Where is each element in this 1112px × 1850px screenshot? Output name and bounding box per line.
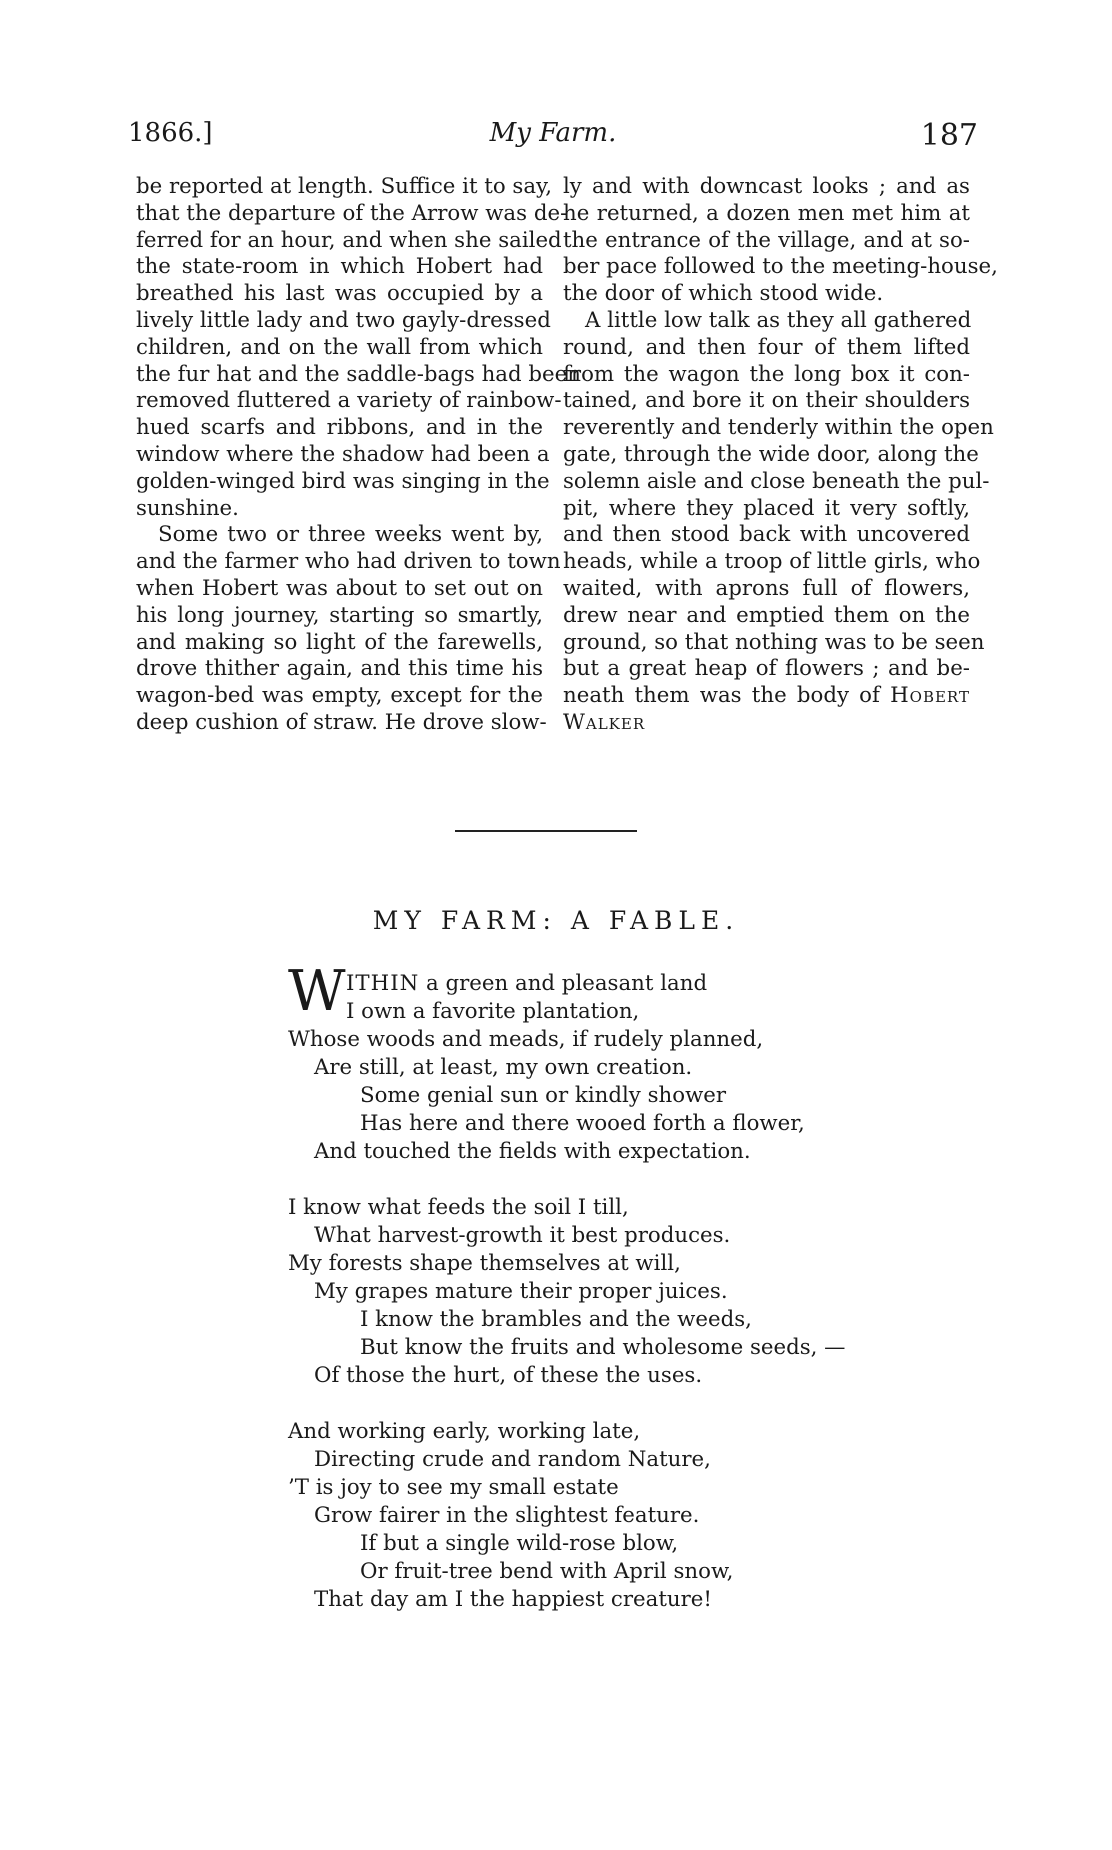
name-hobert: Hobert — [890, 683, 970, 709]
prose-line: A little low talk as they all gathered — [585, 307, 972, 333]
section-divider — [455, 830, 637, 832]
prose-line: pit, where they placed it very softly, — [563, 495, 970, 521]
prose-line: round, and then four of them lifted — [563, 334, 970, 360]
prose-line-text: neath them was the body of — [563, 683, 880, 709]
prose-line: tained, and bore it on their shoulders — [563, 388, 970, 414]
prose-line — [563, 683, 970, 710]
prose-line: breathed his last was occupied by a — [136, 281, 543, 307]
header-title: My Farm. — [489, 118, 617, 148]
poem-line: Directing crude and random Nature, — [314, 1447, 711, 1472]
prose-line: but a great heap of flowers ; and be- — [563, 656, 970, 682]
poem-line: My grapes mature their proper juices. — [314, 1279, 728, 1304]
prose-line: when Hobert was about to set out on — [136, 575, 543, 601]
prose-line: his long journey, starting so smartly, — [136, 602, 543, 628]
poem-line: Some genial sun or kindly shower — [360, 1083, 727, 1108]
prose-line: solemn aisle and close beneath the pul- — [563, 468, 990, 494]
poem-line: What harvest-growth it best produces. — [314, 1223, 731, 1248]
prose-line: that the departure of the Arrow was de- — [136, 200, 568, 226]
first-word: ITHIN — [346, 971, 420, 996]
prose-line: removed fluttered a variety of rainbow- — [136, 388, 562, 414]
prose-line: drew near and emptied them on the — [563, 602, 970, 628]
page-number: 187 — [920, 118, 978, 153]
poem-line: ’T is joy to see my small estate — [288, 1475, 619, 1500]
poem-line: Whose woods and meads, if rudely planned, — [288, 1027, 764, 1052]
prose-line: golden-winged bird was singing in the — [136, 468, 550, 494]
prose-line: the entrance of the village, and at so- — [563, 227, 970, 253]
prose-line: reverently and tenderly within the open — [563, 415, 994, 441]
prose-line: heads, while a troop of little girls, who — [563, 549, 981, 575]
prose-line: sunshine. — [136, 495, 239, 521]
stanza-2 — [288, 1194, 908, 1390]
poem-body — [288, 959, 908, 1642]
drop-cap: W — [288, 959, 346, 1024]
poem-line: And touched the fields with expectation. — [314, 1139, 751, 1164]
prose-line: waited, with aprons full of flowers, — [563, 575, 970, 601]
prose-line: ber pace followed to the meeting-house, — [563, 254, 998, 280]
poem-title: MY FARM: A FABLE. — [372, 906, 740, 935]
prose-line: and making so light of the farewells, — [136, 629, 543, 655]
stanza-3 — [288, 1418, 908, 1614]
poem-line: Of those the hurt, of these the uses. — [314, 1363, 703, 1388]
prose-line: he returned, a dozen men met him at — [563, 200, 970, 226]
poem-line: My forests shape themselves at will, — [288, 1251, 681, 1276]
prose-line: from the wagon the long box it con- — [563, 361, 970, 387]
prose-line: hued scarfs and ribbons, and in the — [136, 415, 543, 441]
prose-left-column — [136, 174, 581, 737]
poem-line: Grow fairer in the slightest feature. — [314, 1503, 700, 1528]
poem-line: Are still, at least, my own creation. — [314, 1055, 693, 1080]
prose-line: drove thither again, and this time his — [136, 656, 543, 682]
prose-line: window where the shadow had been a — [136, 441, 550, 467]
running-header — [128, 118, 978, 158]
prose-line: gate, through the wide door, along the — [563, 441, 979, 467]
prose-line: ly and with downcast looks ; and as — [563, 174, 970, 199]
prose-line: deep cushion of straw. He drove slow- — [136, 709, 547, 735]
poem-line: I know the brambles and the weeds, — [360, 1307, 752, 1332]
poem-line: But know the fruits and wholesome seeds, — — [360, 1335, 846, 1360]
poem-line: I know what feeds the soil I till, — [288, 1195, 629, 1220]
prose-line: children, and on the wall from which — [136, 334, 543, 360]
poem-line: Has here and there wooed forth a flower, — [360, 1111, 805, 1136]
header-year: 1866.] — [128, 118, 213, 148]
prose-right-column — [563, 174, 998, 737]
prose-line: the state-room in which Hobert had — [136, 254, 543, 280]
poem-line: I own a favorite plantation, — [346, 999, 640, 1024]
prose-line: ground, so that nothing was to be seen — [563, 629, 985, 655]
prose-line: and then stood back with uncovered — [563, 522, 970, 548]
poem-line: That day am I the happiest creature! — [314, 1587, 712, 1612]
name-walker: Walker — [563, 709, 646, 735]
prose-line: lively little lady and two gayly-dressed — [136, 307, 551, 333]
first-line-rest: a green and pleasant land — [419, 971, 708, 996]
prose-line: Some two or three weeks went by, — [158, 522, 543, 548]
prose-line: and the farmer who had driven to town — [136, 549, 561, 575]
poem-line: If but a single wild-rose blow, — [360, 1531, 679, 1556]
prose-line: ferred for an hour, and when she sailed — [136, 227, 562, 253]
stanza-1 — [288, 959, 908, 1166]
prose-line: the fur hat and the saddle-bags had been — [136, 361, 581, 387]
prose-line: wagon-bed was empty, except for the — [136, 683, 543, 709]
poem-line: Or fruit-tree bend with April snow, — [360, 1559, 734, 1584]
prose-line: the door of which stood wide. — [563, 281, 884, 307]
poem-line: And working early, working late, — [288, 1419, 641, 1444]
prose-line: be reported at length. Suffice it to say, — [136, 174, 553, 199]
